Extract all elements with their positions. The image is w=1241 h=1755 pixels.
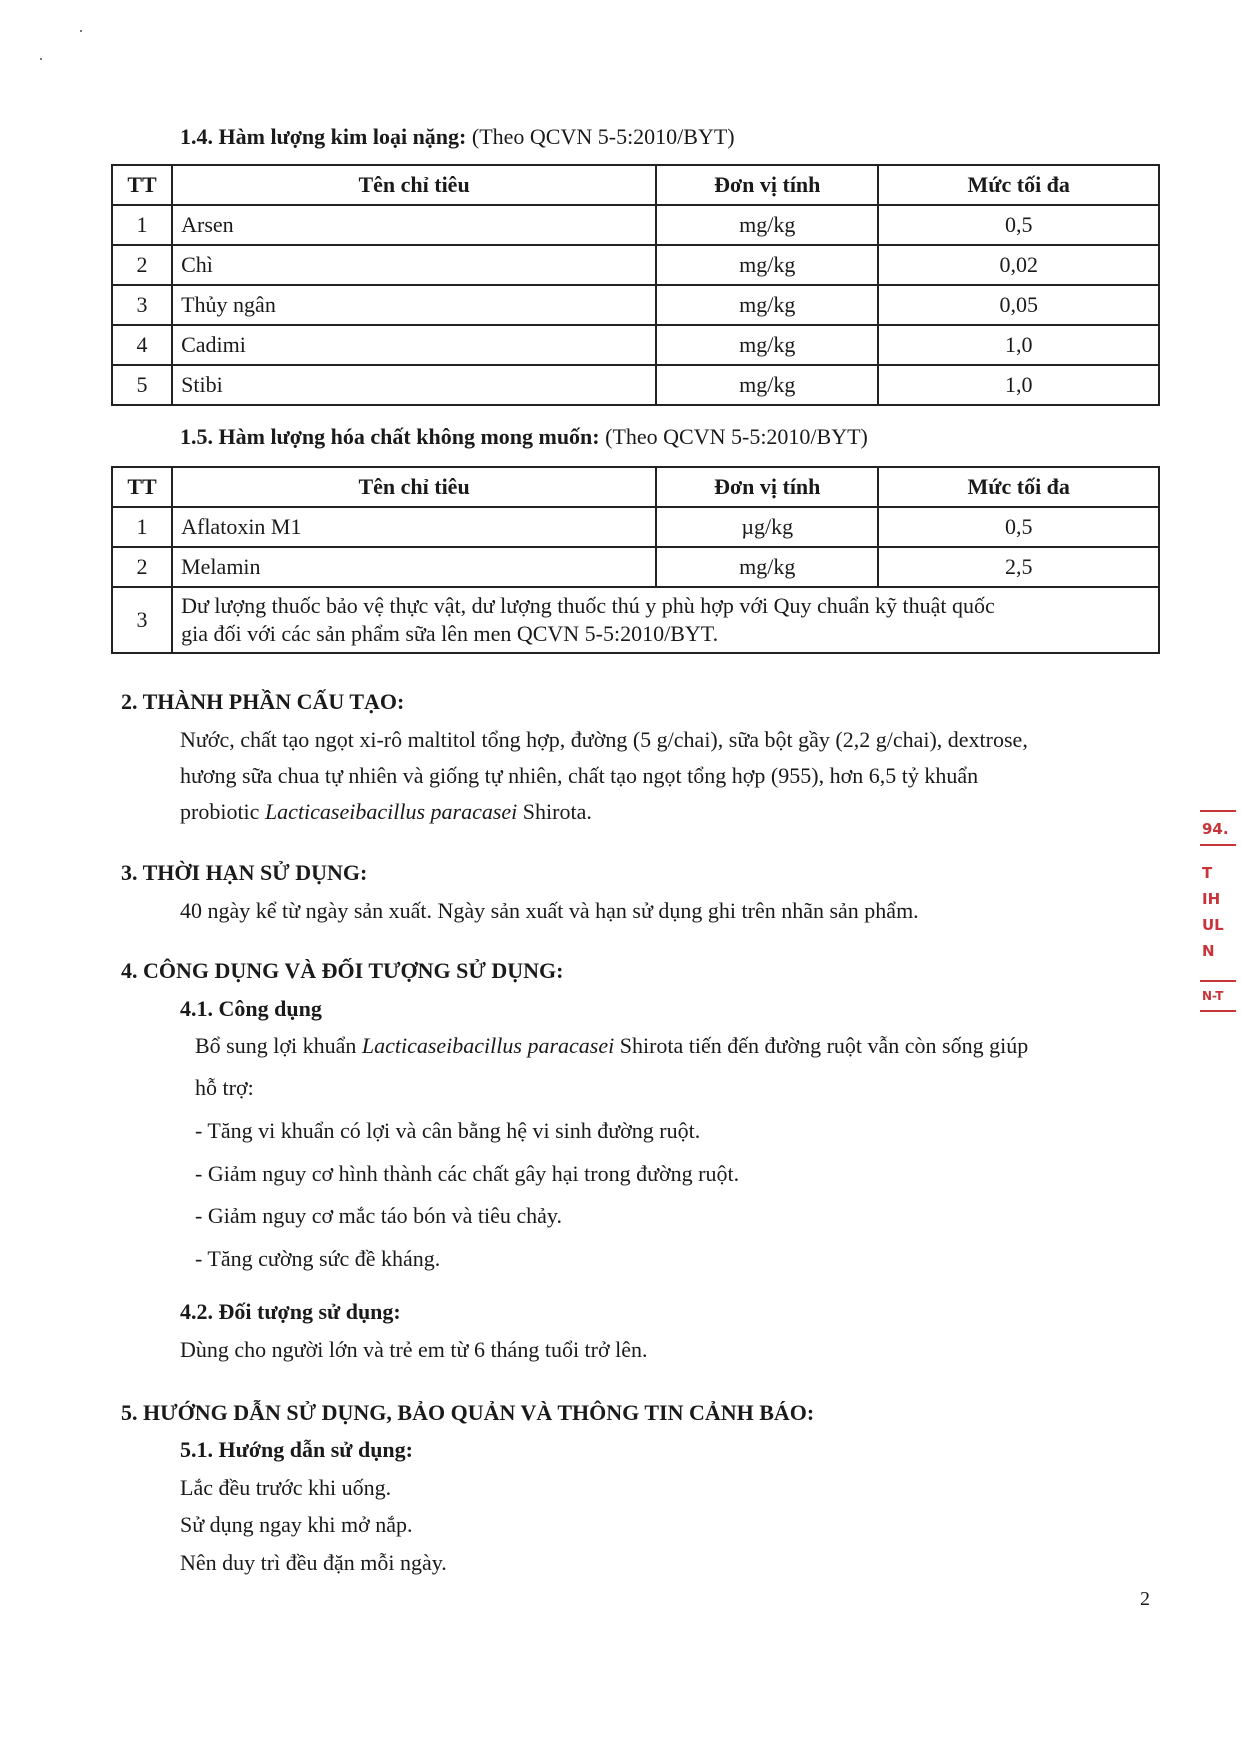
contaminants-table [111,466,1160,654]
cell-max: 0,02 [878,245,1159,285]
cell-name: Stibi [172,365,656,405]
page-number: 2 [1140,1588,1150,1610]
section-5-1-heading: 5.1. Hướng dẫn sử dụng: [180,1437,413,1462]
section-4-2-heading: 4.2. Đối tượng sử dụng: [180,1299,401,1324]
cell-tt: 1 [112,507,172,547]
section-5-heading: 5. HƯỚNG DẪN SỬ DỤNG, BẢO QUẢN VÀ THÔNG TIN CẢNH BÁO: [121,1400,815,1425]
stamp-rule [1200,980,1236,982]
section-4-heading: 4. CÔNG DỤNG VÀ ĐỐI TƯỢNG SỬ DỤNG: [121,958,564,983]
table-row [112,507,1159,547]
cell-max: 0,5 [878,205,1159,245]
merged-line-1: Dư lượng thuốc bảo vệ thực vật, dư lượng thuốc thú y phù hợp với Quy chuẩn kỹ thuật quốc [181,593,995,618]
table-row [112,285,1159,325]
section-2-line-3: probiotic Lacticaseibacillus paracasei Shirota. [180,799,592,824]
section-5-1-line: Sử dụng ngay khi mở nắp. [180,1512,413,1537]
table-header-row [112,467,1159,507]
section-4-1-heading: 4.1. Công dụng [180,996,322,1021]
cell-max: 0,5 [878,507,1159,547]
cell-max: 0,05 [878,285,1159,325]
cell-max: 2,5 [878,547,1159,587]
stamp-fragment: N-T [1202,989,1224,1003]
header-max: Mức tối đa [878,467,1159,507]
table-row [112,365,1159,405]
table-header-row [112,165,1159,205]
stamp-fragment: T [1202,864,1213,882]
section-4-2-text: Dùng cho người lớn và trẻ em từ 6 tháng tuổi trở lên. [180,1337,648,1362]
stamp-fragment: UL [1202,916,1224,934]
table-row [112,325,1159,365]
stamp-rule [1200,844,1236,846]
heavy-metals-table [111,164,1160,406]
stamp-fragment: 94. [1202,820,1229,838]
header-tt: TT [112,467,172,507]
stamp-fragment: N [1202,942,1215,960]
cell-unit: mg/kg [656,325,878,365]
cell-merged-description [172,587,1159,653]
cell-max: 1,0 [878,325,1159,365]
cell-name: Melamin [172,547,656,587]
partial-stamp [1198,810,1241,1040]
cell-name: Thủy ngân [172,285,656,325]
section-4-1-line-1: Bổ sung lợi khuẩn Lacticaseibacillus paracasei Shirota tiến đến đường ruột vẫn còn sống giúp [195,1033,1029,1058]
cell-tt: 2 [112,245,172,285]
scan-speck [40,58,42,60]
cell-tt: 3 [112,587,172,653]
cell-name: Cadimi [172,325,656,365]
merged-line-2: gia đối với các sản phẩm sữa lên men QCVN 5-5:2010/BYT. [181,621,719,646]
section-1-4-heading: 1.4. Hàm lượng kim loại nặng: (Theo QCVN 5-5:2010/BYT) [180,124,735,149]
section-5-1-line: Nên duy trì đều đặn mỗi ngày. [180,1550,447,1575]
section-1-5-heading: 1.5. Hàm lượng hóa chất không mong muốn: (Theo QCVN 5-5:2010/BYT) [180,424,868,449]
section-2-line-1: Nước, chất tạo ngọt xi-rô maltitol tổng hợp, đường (5 g/chai), sữa bột gầy (2,2 g/chai), dextrose, [180,727,1028,752]
cell-unit: mg/kg [656,205,878,245]
list-item: - Tăng vi khuẩn có lợi và cân bằng hệ vi sinh đường ruột. [195,1118,701,1143]
cell-name: Aflatoxin M1 [172,507,656,547]
section-3-text: 40 ngày kể từ ngày sản xuất. Ngày sản xuất và hạn sử dụng ghi trên nhãn sản phẩm. [180,898,919,923]
cell-unit: mg/kg [656,365,878,405]
table-row [112,245,1159,285]
cell-name: Chì [172,245,656,285]
cell-unit: µg/kg [656,507,878,547]
cell-tt: 4 [112,325,172,365]
stamp-rule [1200,810,1236,812]
cell-max: 1,0 [878,365,1159,405]
table-row [112,547,1159,587]
table-row [112,587,1159,653]
header-name: Tên chỉ tiêu [172,165,656,205]
cell-name: Arsen [172,205,656,245]
header-max: Mức tối đa [878,165,1159,205]
cell-tt: 1 [112,205,172,245]
cell-unit: mg/kg [656,245,878,285]
stamp-fragment: IH [1202,890,1221,908]
section-2-line-2: hương sữa chua tự nhiên và giống tự nhiên, chất tạo ngọt tổng hợp (955), hơn 6,5 tỷ khuẩn [180,763,979,788]
header-tt: TT [112,165,172,205]
header-name: Tên chỉ tiêu [172,467,656,507]
cell-unit: mg/kg [656,285,878,325]
section-2-heading: 2. THÀNH PHẦN CẤU TẠO: [121,689,405,714]
cell-tt: 3 [112,285,172,325]
table-row [112,205,1159,245]
list-item: - Giảm nguy cơ mắc táo bón và tiêu chảy. [195,1203,562,1228]
cell-unit: mg/kg [656,547,878,587]
scan-speck [80,30,82,32]
header-unit: Đơn vị tính [656,467,878,507]
section-3-heading: 3. THỜI HẠN SỬ DỤNG: [121,860,368,885]
header-unit: Đơn vị tính [656,165,878,205]
section-5-1-line: Lắc đều trước khi uống. [180,1475,392,1500]
stamp-rule [1200,1010,1236,1012]
cell-tt: 2 [112,547,172,587]
cell-tt: 5 [112,365,172,405]
list-item: - Tăng cường sức đề kháng. [195,1246,441,1271]
list-item: - Giảm nguy cơ hình thành các chất gây hại trong đường ruột. [195,1161,740,1186]
section-4-1-line-2: hỗ trợ: [195,1075,254,1100]
